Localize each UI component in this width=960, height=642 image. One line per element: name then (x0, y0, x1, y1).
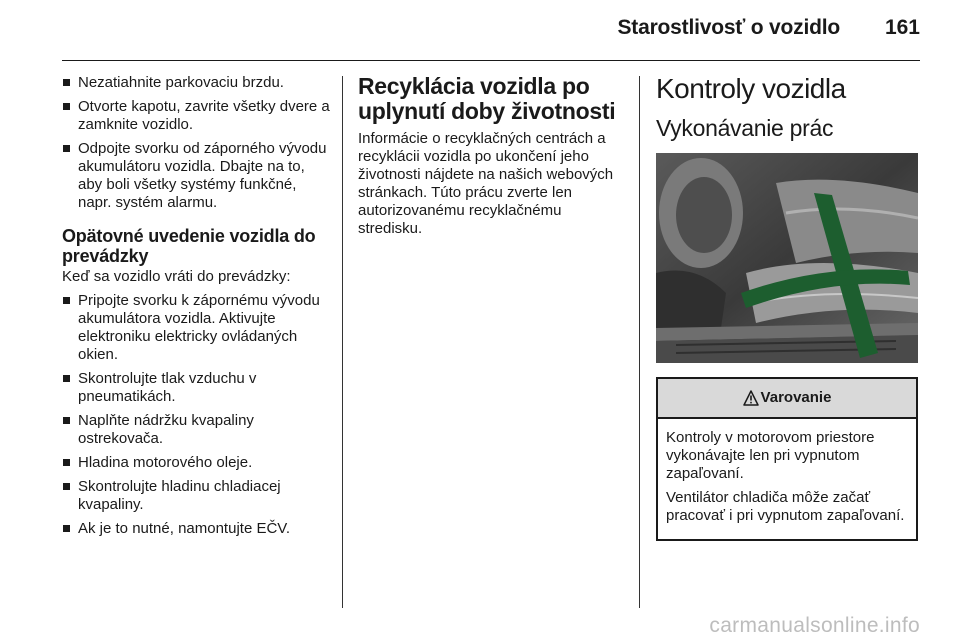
recommissioning-heading: Opätovné uvedenie vozidla do prevádzky (62, 226, 316, 266)
column-vehicle-checks (656, 74, 920, 541)
column-recycling (358, 74, 626, 238)
list-item: Skontrolujte tlak vzduchu v pneumatikách. (62, 370, 330, 406)
warning-box (656, 377, 918, 541)
list-item: Skontrolujte hladinu chladiacej kvapaliny. (62, 478, 330, 514)
section-heading: Vykonávanie prác (656, 115, 834, 141)
storage-steps-list (62, 74, 330, 212)
recycling-body: Informácie o recyklačných centrách a recyklácii vozidla po ukončení jeho životnosti nájdete na našich webových stránkach. Túto prácu zverte len autorizovanému recyklačnému stredisku. (358, 130, 614, 237)
recycling-heading: Recyklácia vozidla po uplynutí doby životnosti (358, 73, 616, 124)
engine-bay-crossed-out-photo (656, 153, 918, 363)
column-divider-right (639, 76, 640, 608)
list-item: Naplňte nádržku kvapaliny ostrekovača. (62, 412, 330, 448)
list-item: Otvorte kapotu, zavrite všetky dvere a zamknite vozidlo. (62, 98, 330, 134)
chapter-heading: Kontroly vozidla (656, 73, 846, 104)
warning-paragraph: Kontroly v motorovom priestore vykonávajte len pri vypnutom zapaľovaní. (666, 429, 875, 482)
recommissioning-intro: Keď sa vozidlo vráti do prevádzky: (62, 268, 291, 285)
list-item: Hladina motorového oleje. (62, 454, 330, 472)
recommissioning-steps-list (62, 292, 330, 538)
running-header-title: Starostlivosť o vozidlo (617, 16, 840, 39)
page-number: 161 (884, 16, 920, 39)
warning-triangle-icon (743, 390, 759, 406)
warning-header (658, 379, 916, 419)
column-divider-left (342, 76, 343, 608)
warning-body (658, 419, 916, 539)
list-item: Odpojte svorku od záporného vývodu akumulátoru vozidla. Dbajte na to, aby boli všetky systémy funkčné, napr. systém alarmu. (62, 140, 330, 212)
warning-title: Varovanie (760, 389, 832, 406)
column-storage (62, 74, 330, 544)
list-item: Nezatiahnite parkovaciu brzdu. (62, 74, 330, 92)
list-item: Ak je to nutné, namontujte EČV. (62, 520, 330, 538)
watermark: carmanualsonline.info (709, 614, 920, 637)
warning-paragraph: Ventilátor chladiča môže začať pracovať i pri vypnutom zapaľovaní. (666, 489, 905, 524)
header-rule (62, 60, 920, 61)
list-item: Pripojte svorku k zápornému vývodu akumulátora vozidla. Aktivujte elektroniku elektricky ovládaných okien. (62, 292, 330, 364)
